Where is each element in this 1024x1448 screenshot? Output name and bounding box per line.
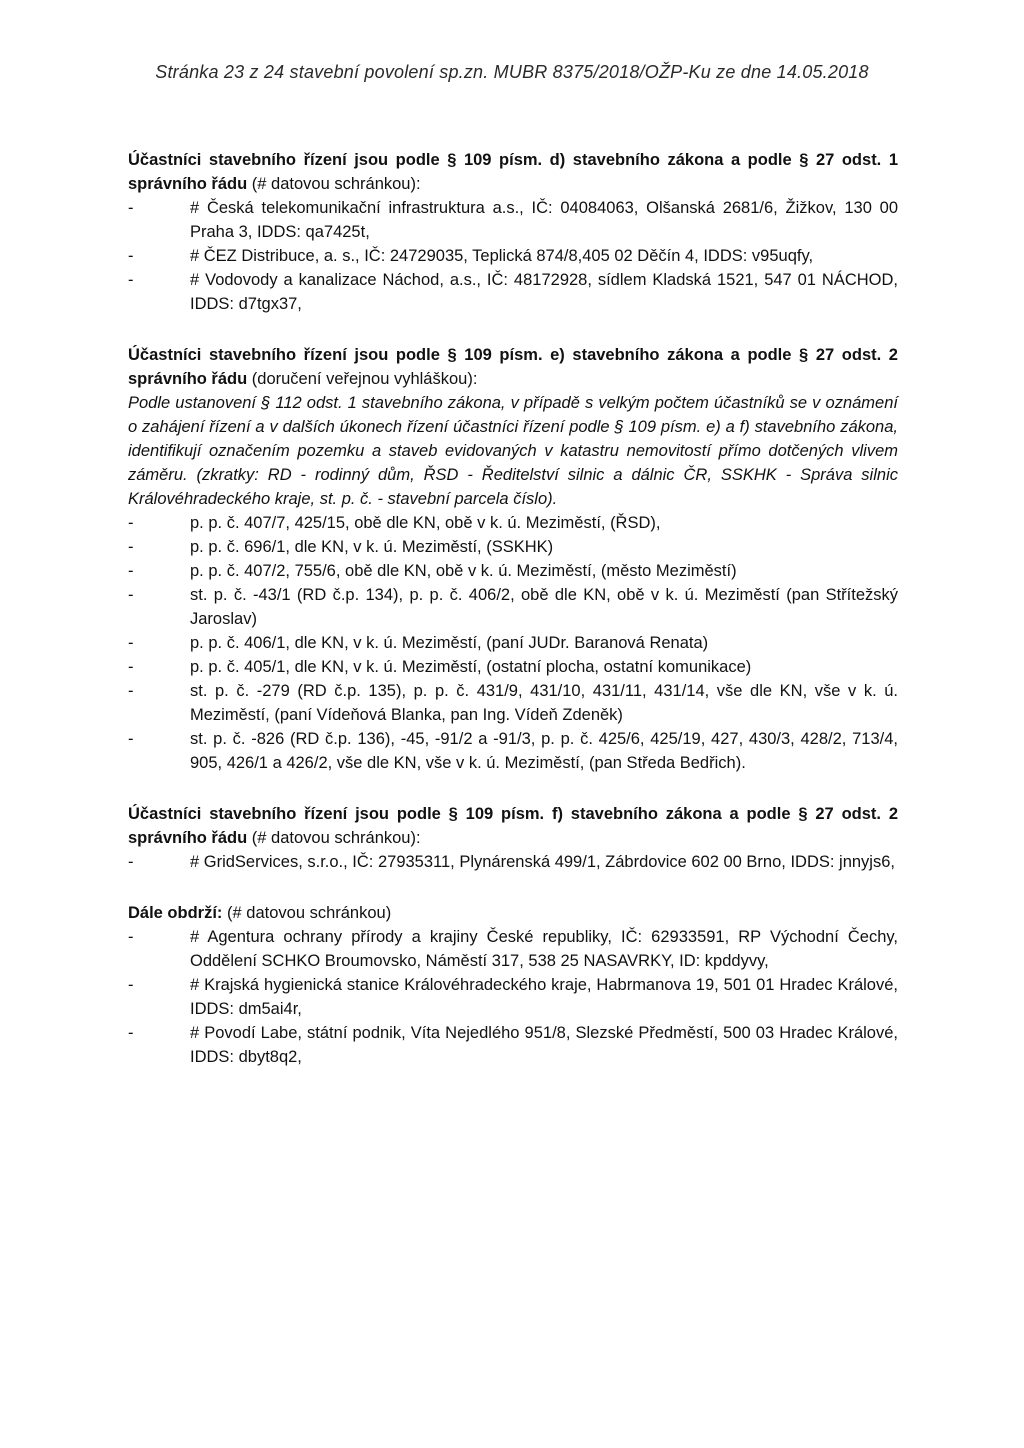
- section-heading: [128, 901, 898, 925]
- list-item: - # Česká telekomunikační infrastruktura a.s., IČ: 04084063, Olšanská 2681/6, Žižkov, 130 00 Praha 3, IDDS: qa7425t,: [128, 196, 898, 244]
- heading-bold: Dále obdrží:: [128, 904, 223, 922]
- page-header: Stránka 23 z 24 stavební povolení sp.zn. MUBR 8375/2018/OŽP-Ku ze dne 14.05.2018: [155, 62, 869, 82]
- heading-bold: Účastníci stavebního řízení jsou podle § 109 písm. e) stavebního zákona a podle § 27 odst. 2 správního řádu: [128, 346, 898, 388]
- participant-list: [128, 850, 898, 874]
- section-participants-d: [128, 148, 898, 316]
- participant-list: [128, 196, 898, 316]
- list-item: - # GridServices, s.r.o., IČ: 27935311, Plynárenská 499/1, Zábrdovice 602 00 Brno, IDDS: jnnyjs6,: [128, 850, 898, 874]
- list-item: - st. p. č. -43/1 (RD č.p. 134), p. p. č. 406/2, obě dle KN, obě v k. ú. Meziměstí (pan Střítežský Jaroslav): [128, 583, 898, 631]
- heading-note: (doručení veřejnou vyhláškou):: [247, 370, 478, 388]
- section-heading: [128, 343, 898, 391]
- heading-bold: Účastníci stavebního řízení jsou podle § 109 písm. f) stavebního zákona a podle § 27 odst. 2 správního řádu: [128, 805, 898, 847]
- list-item: - st. p. č. -279 (RD č.p. 135), p. p. č. 431/9, 431/10, 431/11, 431/14, vše dle KN, vše v k. ú. Meziměstí, (paní Vídeňová Blanka, pan Ing. Vídeň Zdeněk): [128, 679, 898, 727]
- document-body: [128, 148, 898, 1096]
- section-participants-e: [128, 343, 898, 775]
- section-heading: [128, 148, 898, 196]
- parcel-list: [128, 511, 898, 775]
- list-item: - p. p. č. 407/7, 425/15, obě dle KN, obě v k. ú. Meziměstí, (ŘSD),: [128, 511, 898, 535]
- heading-note: (# datovou schránkou):: [247, 829, 421, 847]
- list-item: - p. p. č. 406/1, dle KN, v k. ú. Meziměstí, (paní JUDr. Baranová Renata): [128, 631, 898, 655]
- list-item: - p. p. č. 407/2, 755/6, obě dle KN, obě v k. ú. Meziměstí, (město Meziměstí): [128, 559, 898, 583]
- legal-note: Podle ustanovení § 112 odst. 1 stavebního zákona, v případě s velkým počtem účastníků se v oznámení o zahájení řízení a v dalších úkonech řízení účastníci řízení podle § 109 písm. e) a f) stavebního zákona, identifikují označením pozemku a staveb evidovaných v katastru nemovitostí přímo dotčených vlivem záměru. (zkratky: RD - rodinný dům, ŘSD - Ředitelství silnic a dálnic ČR, SSKHK - Správa silnic Královéhradeckého kraje, st. p. č. - stavební parcela číslo).: [128, 394, 898, 508]
- recipient-list: [128, 925, 898, 1069]
- list-item: - # ČEZ Distribuce, a. s., IČ: 24729035, Teplická 874/8,405 02 Děčín 4, IDDS: v95uqfy,: [128, 244, 898, 268]
- list-item: - p. p. č. 405/1, dle KN, v k. ú. Meziměstí, (ostatní plocha, ostatní komunikace): [128, 655, 898, 679]
- heading-note: (# datovou schránkou):: [247, 175, 421, 193]
- list-item: - # Krajská hygienická stanice Královéhradeckého kraje, Habrmanova 19, 501 01 Hradec Králové, IDDS: dm5ai4r,: [128, 973, 898, 1021]
- list-item: - # Agentura ochrany přírody a krajiny České republiky, IČ: 62933591, RP Východní Čechy, Oddělení SCHKO Broumovsko, Náměstí 317, 538 25 NASAVRKY, ID: kpddyvy,: [128, 925, 898, 973]
- section-recipients: [128, 901, 898, 1069]
- section-participants-f: [128, 802, 898, 874]
- section-heading: [128, 802, 898, 850]
- list-item: - p. p. č. 696/1, dle KN, v k. ú. Meziměstí, (SSKHK): [128, 535, 898, 559]
- list-item: - # Povodí Labe, státní podnik, Víta Nejedlého 951/8, Slezské Předměstí, 500 03 Hradec Králové, IDDS: dbyt8q2,: [128, 1021, 898, 1069]
- heading-bold: Účastníci stavebního řízení jsou podle § 109 písm. d) stavebního zákona a podle § 27 odst. 1 správního řádu: [128, 151, 898, 193]
- list-item: - # Vodovody a kanalizace Náchod, a.s., IČ: 48172928, sídlem Kladská 1521, 547 01 NÁCHOD, IDDS: d7tgx37,: [128, 268, 898, 316]
- list-item: - st. p. č. -826 (RD č.p. 136), -45, -91/2 a -91/3, p. p. č. 425/6, 425/19, 427, 430/3, 428/2, 713/4, 905, 426/1 a 426/2, vše dle KN, vše v k. ú. Meziměstí, (pan Středa Bedřich).: [128, 727, 898, 775]
- heading-note: (# datovou schránkou): [222, 904, 392, 922]
